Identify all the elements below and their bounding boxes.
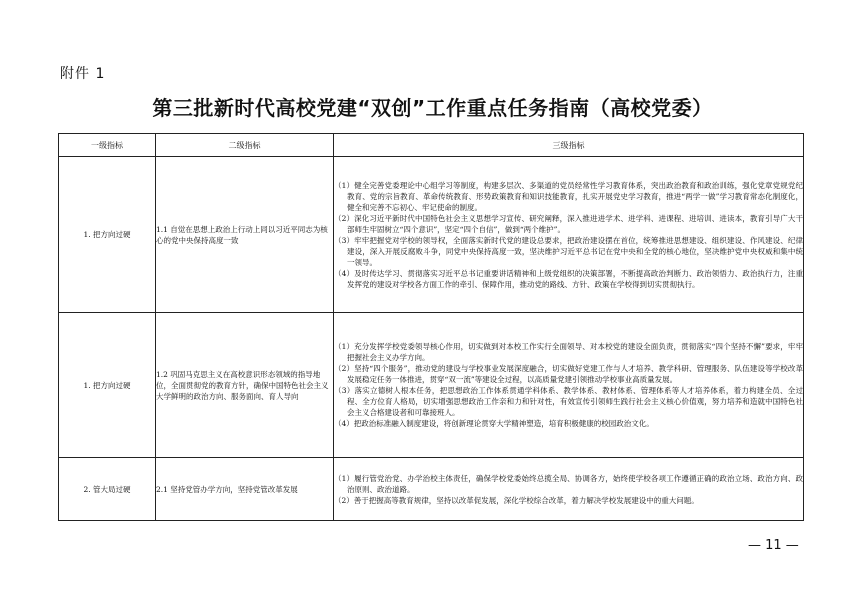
level3-item: （1）健全完善党委理论中心组学习等制度，构建多层次、多渠道的党员经常性学习教育体系，突出政治教育和政治训练，强化党章党规党纪教育、党的宗旨教育、革命传统教育、形势政策教育和知识技能教育，扎实开展党史学习教育，推进“两学一做”学习教育常态化制度化，健全和完善不忘初心、牢记使命的制度。 <box>334 180 803 212</box>
level1-cell: 1. 把方向过硬 <box>59 157 156 313</box>
level3-item: （3）落实立德树人根本任务，把思想政治工作体系贯通学科体系、教学体系、教材体系、管理体系等人才培养体系，着力构建全员、全过程、全方位育人格局，切实增强思想政治工作亲和力和针对性，有效宣传引领师生践行社会主义核心价值观，努力培养和造就中国特色社会主义合格建设者和可靠接班人。 <box>334 386 803 417</box>
table-header-row <box>59 134 804 157</box>
document-title: 第三批新时代高校党建“双创”工作重点任务指南（高校党委） <box>152 96 713 120</box>
level3-cell <box>334 458 804 521</box>
level3-item: （4）把政治标准融入制度建设，将创新理论贯穿大学精神塑造，培育积极健康的校园政治文化。 <box>334 419 654 428</box>
level3-cell <box>334 313 804 458</box>
attachment-label: 附件 1 <box>60 66 106 82</box>
level2-cell: 1.1 自觉在思想上政治上行动上同以习近平同志为核心的党中央保持高度一致 <box>156 157 334 313</box>
level1-cell: 2. 管大局过硬 <box>59 458 156 521</box>
level3-cell <box>334 157 804 313</box>
level3-item: （1）履行管党治党、办学治校主体责任，确保学校党委始终总揽全局、协调各方，始终使学校各项工作遵循正确的政治立场、政治方向、政治原则、政治道路。 <box>334 473 803 494</box>
page-number: — 11 — <box>748 538 799 553</box>
level1-cell: 1. 把方向过硬 <box>59 313 156 458</box>
level3-item: （2）坚持“四个服务”，推动党的建设与学校事业发展深度融合，切实做好党建工作与人才培养、教学科研、管理服务、队伍建设等学校改革发展稳定任务一体推进，贯穿“双一流”等建设全过程，以高质量党建引领推动学校事业高质量发展。 <box>334 364 803 384</box>
column-header-level3: 三级指标 <box>334 134 804 157</box>
table-row <box>59 157 804 313</box>
table-row <box>59 313 804 458</box>
level3-item: （1）充分发挥学校党委领导核心作用，切实做到对本校工作实行全面领导、对本校党的建设全面负责，贯彻落实“四个坚持不懈”要求，牢牢把握社会主义办学方向。 <box>334 342 803 362</box>
level3-item: （3）牢牢把握党对学校的领导权，全面落实新时代党的建设总要求，把政治建设摆在首位，统筹推进思想建设、组织建设、作风建设、纪律建设，深入开展反腐败斗争，同党中央保持高度一致，坚决维护习近平总书记在党中央和全党的核心地位，坚决维护党中央权威和集中统一领导。 <box>334 235 803 267</box>
level2-cell: 1.2 巩固马克思主义在高校意识形态领域的指导地位，全面贯彻党的教育方针，确保中国特色社会主义大学鲜明的政治方向、服务面向、育人导向 <box>156 313 334 458</box>
table-row <box>59 458 804 521</box>
column-header-level1: 一级指标 <box>59 134 156 157</box>
column-header-level2: 二级指标 <box>156 134 334 157</box>
level3-item: （4）及时传达学习、贯彻落实习近平总书记重要讲话精神和上级党组织的决策部署，不断提高政治判断力、政治领悟力、政治执行力，注重发挥党的建设对学校各方面工作的牵引、保障作用，推动党的路线、方针、政策在学校得到切实贯彻执行。 <box>334 268 803 289</box>
level2-cell: 2.1 坚持党管办学方向，坚持党管改革发展 <box>156 458 334 521</box>
level3-item: （2）善于把握高等教育规律，坚持以改革促发展，深化学校综合改革，着力解决学校发展建设中的重大问题。 <box>334 495 699 505</box>
level3-item: （2）深化习近平新时代中国特色社会主义思想学习宣传、研究阐释，深入推进进学术、进学科、进课程、进培训、进读本，教育引导广大干部师生牢固树立“四个意识”，坚定“四个自信”，做到“两个维护”。 <box>334 213 803 234</box>
task-guide-table <box>58 133 804 521</box>
